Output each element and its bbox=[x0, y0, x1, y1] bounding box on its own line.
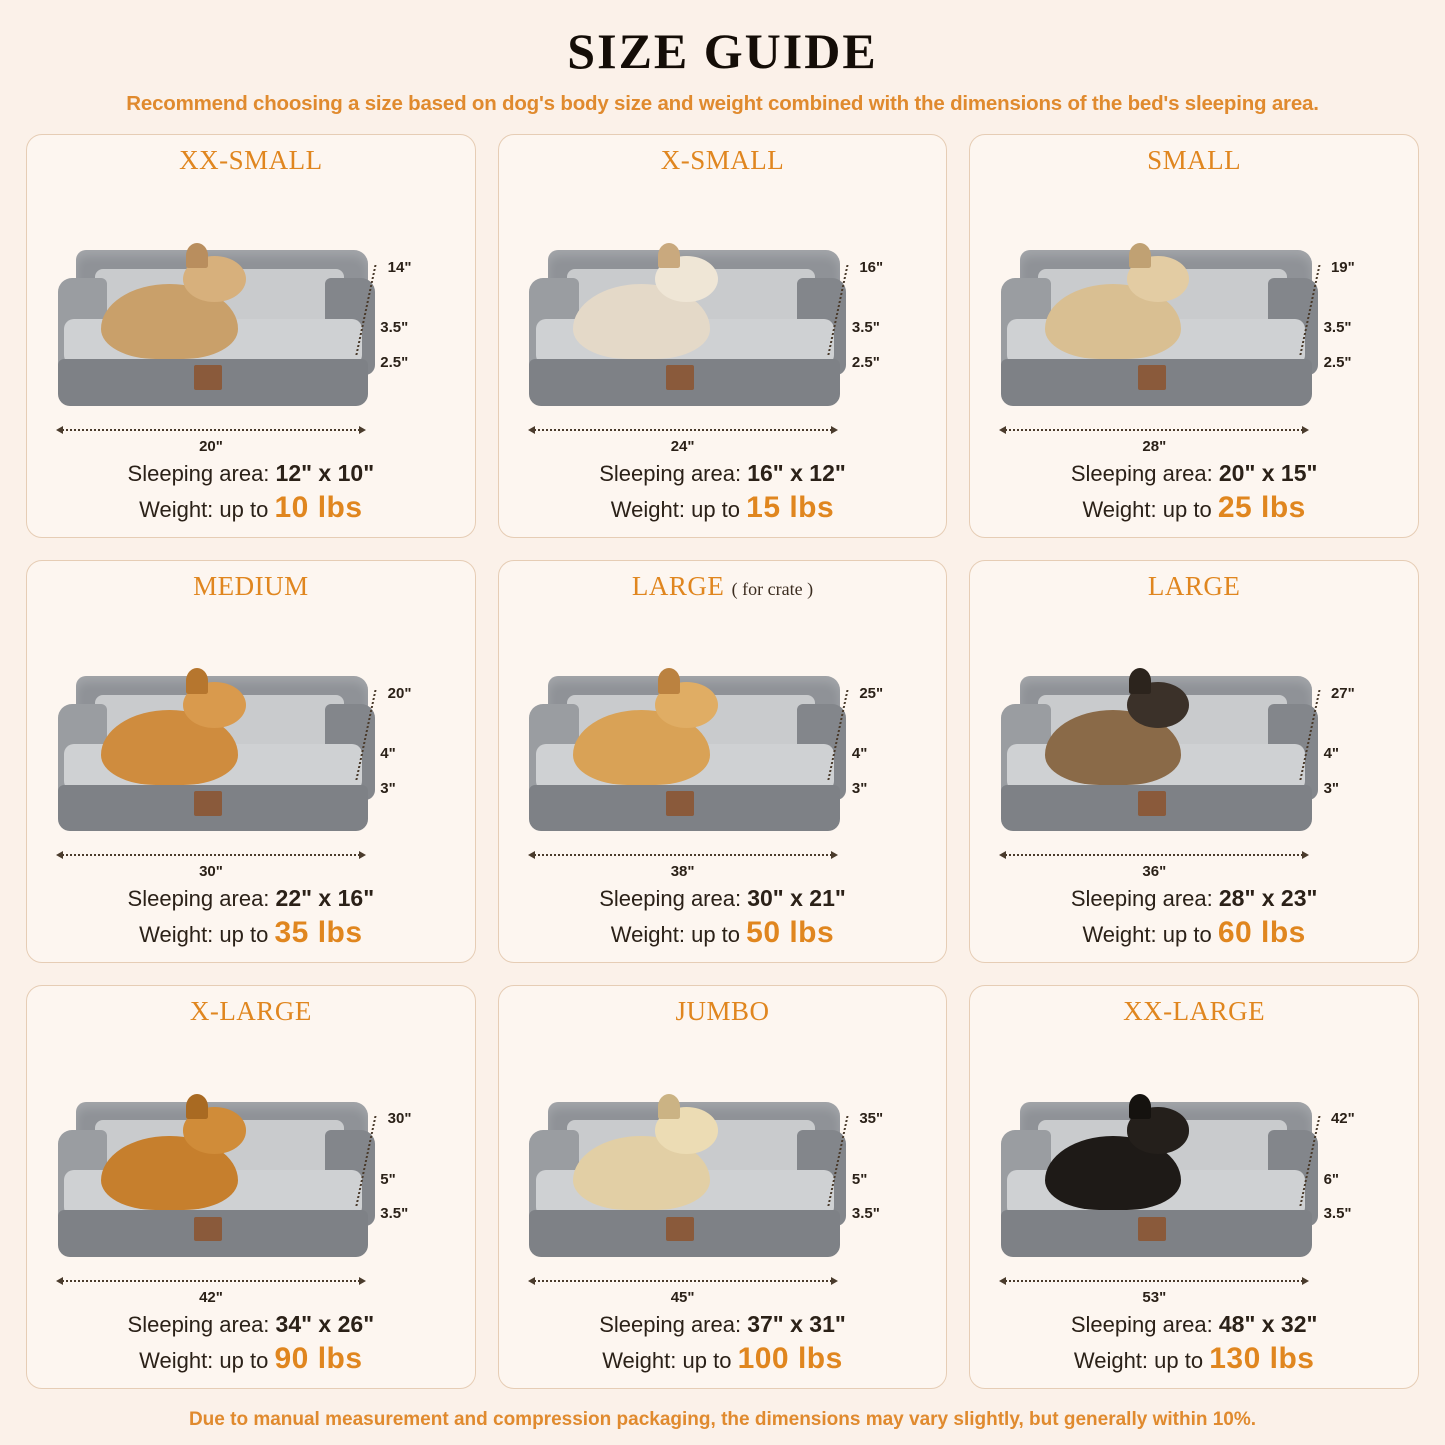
size-card bbox=[969, 134, 1419, 538]
sleeping-area-label: Sleeping area: bbox=[599, 1311, 742, 1337]
width-value: 24" bbox=[670, 437, 695, 455]
weight-label: Weight: bbox=[610, 496, 685, 522]
weight-upto: up to bbox=[691, 922, 741, 948]
pet-photo bbox=[101, 1136, 238, 1211]
bed-illustration bbox=[513, 1029, 933, 1307]
dog-bed-graphic bbox=[1001, 1102, 1312, 1258]
weight-label: Weight: bbox=[1082, 922, 1157, 948]
depth-dimension-group bbox=[832, 676, 924, 820]
height-value-1: 4" bbox=[380, 745, 396, 763]
card-title bbox=[41, 996, 461, 1027]
bed-brand-tag bbox=[666, 365, 694, 390]
size-card bbox=[26, 134, 476, 538]
depth-dimension-group bbox=[360, 676, 452, 820]
weight-upto: up to bbox=[1154, 1347, 1204, 1373]
depth-dimension-group bbox=[1303, 676, 1395, 820]
weight-label: Weight: bbox=[139, 1347, 214, 1373]
width-value: 36" bbox=[1142, 863, 1167, 881]
width-dimension-line bbox=[1005, 854, 1303, 881]
sleeping-area-label: Sleeping area: bbox=[1070, 460, 1213, 486]
card-specs bbox=[984, 456, 1404, 525]
weight-row bbox=[513, 916, 933, 950]
weight-row bbox=[513, 491, 933, 525]
depth-value: 42" bbox=[1330, 1110, 1355, 1128]
bed-illustration bbox=[984, 604, 1404, 882]
bed-illustration bbox=[513, 604, 933, 882]
pet-ear bbox=[1129, 668, 1151, 693]
weight-upto: up to bbox=[219, 496, 269, 522]
dimension-leader-line bbox=[828, 1116, 869, 1206]
weight-value: 60 lbs bbox=[1217, 916, 1306, 950]
bed-brand-tag bbox=[1138, 1217, 1166, 1242]
weight-label: Weight: bbox=[1082, 496, 1157, 522]
dimension-leader-line bbox=[828, 690, 869, 780]
weight-value: 50 lbs bbox=[746, 916, 835, 950]
bed-illustration bbox=[513, 178, 933, 456]
pet-ear bbox=[186, 668, 208, 693]
dog-bed-graphic bbox=[58, 676, 369, 832]
sleeping-area-row bbox=[513, 460, 933, 487]
dog-bed-graphic bbox=[529, 1102, 840, 1258]
size-card bbox=[26, 985, 476, 1389]
height-value-1: 5" bbox=[851, 1170, 868, 1188]
dimension-leader-line bbox=[356, 690, 397, 780]
card-specs bbox=[984, 1307, 1404, 1376]
depth-dimension-group bbox=[1303, 250, 1395, 394]
card-size-name: XX-SMALL bbox=[179, 145, 323, 175]
weight-row bbox=[984, 916, 1404, 950]
height-value-2: 2.5" bbox=[380, 354, 409, 372]
width-dimension-line bbox=[1005, 1280, 1303, 1306]
pet-ear bbox=[186, 1094, 208, 1119]
card-specs bbox=[513, 456, 933, 525]
width-value: 30" bbox=[199, 863, 223, 881]
depth-value: 30" bbox=[387, 1110, 412, 1128]
sleeping-area-row bbox=[984, 460, 1404, 487]
weight-label: Weight: bbox=[610, 922, 685, 948]
sleeping-area-label: Sleeping area: bbox=[127, 1311, 270, 1337]
bed-brand-tag bbox=[194, 791, 222, 816]
bed-illustration bbox=[984, 1029, 1404, 1307]
sleeping-area-row bbox=[41, 460, 461, 487]
sleeping-area-label: Sleeping area: bbox=[127, 886, 270, 912]
sleeping-area-label: Sleeping area: bbox=[599, 886, 742, 912]
page-title: SIZE GUIDE bbox=[567, 23, 878, 79]
card-title bbox=[984, 571, 1404, 602]
weight-upto: up to bbox=[691, 496, 741, 522]
width-value: 53" bbox=[1142, 1289, 1167, 1306]
width-dimension-line bbox=[62, 429, 360, 455]
width-dimension-line bbox=[534, 854, 832, 881]
pet-photo bbox=[1045, 284, 1182, 359]
sleeping-area-row bbox=[41, 1311, 461, 1338]
height-value-2: 3" bbox=[1323, 779, 1340, 797]
card-title bbox=[41, 571, 461, 602]
size-card bbox=[498, 985, 948, 1389]
dog-bed-graphic bbox=[529, 676, 840, 832]
sleeping-area-value: 34" x 26" bbox=[275, 1310, 375, 1337]
sleeping-area-label: Sleeping area: bbox=[1070, 1311, 1213, 1337]
weight-label: Weight: bbox=[139, 922, 214, 948]
depth-value: 35" bbox=[859, 1110, 884, 1128]
sleeping-area-value: 48" x 32" bbox=[1218, 1310, 1318, 1337]
pet-photo bbox=[101, 284, 238, 359]
card-size-name: LARGE bbox=[631, 570, 725, 601]
width-value: 38" bbox=[670, 863, 695, 881]
weight-upto: up to bbox=[682, 1347, 732, 1373]
card-specs bbox=[513, 881, 933, 950]
height-value-2: 3" bbox=[851, 779, 868, 797]
sleeping-area-value: 30" x 21" bbox=[747, 885, 846, 912]
pet-ear bbox=[658, 668, 680, 693]
width-dimension-line bbox=[62, 854, 360, 881]
weight-label: Weight: bbox=[1073, 1347, 1149, 1373]
width-dimension-line bbox=[534, 429, 832, 455]
pet-ear bbox=[1129, 243, 1151, 268]
weight-upto: up to bbox=[1162, 922, 1212, 948]
depth-value: 16" bbox=[859, 258, 884, 276]
card-size-name: LARGE bbox=[1147, 570, 1241, 601]
dimension-leader-line bbox=[1299, 690, 1340, 780]
pet-photo bbox=[573, 284, 710, 359]
depth-dimension-group bbox=[360, 250, 452, 394]
height-value-2: 2.5" bbox=[1323, 354, 1352, 372]
dog-bed-graphic bbox=[529, 250, 840, 406]
sleeping-area-row bbox=[41, 885, 461, 912]
weight-value: 90 lbs bbox=[274, 1341, 363, 1375]
sleeping-area-value: 28" x 23" bbox=[1218, 885, 1318, 912]
disclaimer-note: Due to manual measurement and compression packaging, the dimensions may vary slightly, but generally within 10%. bbox=[188, 1409, 1257, 1430]
bed-illustration bbox=[41, 178, 461, 456]
dimension-leader-line bbox=[356, 1116, 397, 1206]
bed-brand-tag bbox=[666, 1217, 694, 1242]
height-value-2: 3" bbox=[380, 779, 396, 797]
card-specs bbox=[41, 456, 461, 525]
bed-illustration bbox=[41, 604, 461, 882]
dimension-leader-line bbox=[828, 265, 869, 355]
size-card-grid bbox=[26, 134, 1419, 1389]
card-size-name: SMALL bbox=[1147, 145, 1242, 175]
pet-ear bbox=[658, 1094, 680, 1119]
page-subtitle: Recommend choosing a size based on dog's body size and weight combined with the dimensions of the bed's sleeping area. bbox=[126, 92, 1319, 115]
sleeping-area-label: Sleeping area: bbox=[599, 460, 742, 486]
depth-dimension-group bbox=[832, 1102, 924, 1246]
pet-ear bbox=[658, 243, 680, 268]
weight-value: 130 lbs bbox=[1209, 1341, 1315, 1375]
bed-brand-tag bbox=[1138, 791, 1166, 816]
card-specs bbox=[41, 881, 461, 950]
weight-upto: up to bbox=[219, 922, 269, 948]
card-size-name: MEDIUM bbox=[193, 570, 309, 601]
width-value: 20" bbox=[199, 437, 223, 455]
dog-bed-graphic bbox=[1001, 250, 1312, 406]
weight-row bbox=[41, 1342, 461, 1376]
height-value-2: 3.5" bbox=[851, 1205, 880, 1223]
dog-bed-graphic bbox=[1001, 676, 1312, 832]
card-title bbox=[984, 996, 1404, 1027]
width-dimension-line bbox=[62, 1280, 360, 1306]
depth-value: 14" bbox=[387, 258, 412, 276]
sleeping-area-value: 12" x 10" bbox=[275, 459, 375, 486]
bed-illustration bbox=[984, 178, 1404, 456]
card-title bbox=[513, 571, 933, 602]
width-value: 28" bbox=[1142, 437, 1167, 455]
size-card bbox=[498, 560, 948, 964]
height-value-1: 3.5" bbox=[851, 319, 880, 337]
dog-bed-graphic bbox=[58, 250, 369, 406]
card-size-note: ( for crate ) bbox=[731, 578, 814, 599]
card-specs bbox=[513, 1307, 933, 1376]
height-value-1: 4" bbox=[851, 745, 868, 763]
weight-value: 25 lbs bbox=[1217, 490, 1306, 524]
pet-photo bbox=[101, 710, 238, 785]
pet-ear bbox=[1129, 1094, 1151, 1119]
depth-dimension-group bbox=[360, 1102, 452, 1246]
card-title bbox=[984, 145, 1404, 176]
card-specs bbox=[984, 881, 1404, 950]
dimension-leader-line bbox=[1299, 265, 1340, 355]
sleeping-area-value: 20" x 15" bbox=[1218, 459, 1318, 486]
depth-value: 19" bbox=[1330, 258, 1355, 276]
height-value-1: 3.5" bbox=[380, 319, 409, 337]
weight-row bbox=[984, 491, 1404, 525]
weight-value: 100 lbs bbox=[737, 1341, 843, 1375]
weight-row bbox=[984, 1342, 1404, 1376]
weight-upto: up to bbox=[219, 1347, 269, 1373]
height-value-2: 2.5" bbox=[851, 354, 880, 372]
sleeping-area-value: 37" x 31" bbox=[747, 1310, 846, 1337]
card-title bbox=[513, 996, 933, 1027]
size-card bbox=[969, 985, 1419, 1389]
height-value-1: 6" bbox=[1323, 1170, 1340, 1188]
depth-value: 27" bbox=[1330, 684, 1355, 702]
weight-row bbox=[41, 491, 461, 525]
weight-row bbox=[513, 1342, 933, 1376]
width-value: 45" bbox=[670, 1289, 695, 1306]
depth-value: 20" bbox=[387, 684, 412, 702]
weight-value: 35 lbs bbox=[274, 916, 363, 950]
sleeping-area-label: Sleeping area: bbox=[1070, 886, 1213, 912]
depth-value: 25" bbox=[859, 684, 884, 702]
width-dimension-line bbox=[534, 1280, 832, 1306]
bed-brand-tag bbox=[666, 791, 694, 816]
weight-value: 10 lbs bbox=[274, 490, 363, 524]
dog-bed-graphic bbox=[58, 1102, 369, 1258]
pet-ear bbox=[186, 243, 208, 268]
sleeping-area-label: Sleeping area: bbox=[127, 460, 270, 486]
width-dimension-line bbox=[1005, 429, 1303, 455]
width-value: 42" bbox=[199, 1289, 223, 1306]
depth-dimension-group bbox=[1303, 1102, 1395, 1246]
weight-upto: up to bbox=[1162, 496, 1212, 522]
card-size-name: X-LARGE bbox=[189, 996, 312, 1027]
pet-photo bbox=[573, 710, 710, 785]
sleeping-area-row bbox=[513, 885, 933, 912]
weight-label: Weight: bbox=[602, 1347, 677, 1373]
bed-illustration bbox=[41, 1029, 461, 1307]
sleeping-area-row bbox=[513, 1311, 933, 1338]
bed-brand-tag bbox=[1138, 365, 1166, 390]
sleeping-area-value: 16" x 12" bbox=[747, 459, 846, 486]
size-card bbox=[969, 560, 1419, 964]
card-title bbox=[513, 145, 933, 176]
height-value-1: 5" bbox=[380, 1170, 396, 1188]
card-title bbox=[41, 145, 461, 176]
card-size-name: X-SMALL bbox=[660, 145, 785, 175]
height-value-1: 3.5" bbox=[1323, 319, 1352, 337]
size-card bbox=[26, 560, 476, 964]
size-card bbox=[498, 134, 948, 538]
bed-brand-tag bbox=[194, 1217, 222, 1242]
card-size-name: JUMBO bbox=[675, 996, 770, 1027]
dimension-leader-line bbox=[356, 265, 397, 355]
weight-value: 15 lbs bbox=[746, 490, 835, 524]
weight-label: Weight: bbox=[139, 496, 214, 522]
weight-row bbox=[41, 916, 461, 950]
bed-brand-tag bbox=[194, 365, 222, 390]
height-value-2: 3.5" bbox=[380, 1205, 409, 1223]
dimension-leader-line bbox=[1299, 1116, 1340, 1206]
sleeping-area-row bbox=[984, 885, 1404, 912]
height-value-1: 4" bbox=[1323, 745, 1340, 763]
sleeping-area-value: 22" x 16" bbox=[275, 885, 375, 912]
card-specs bbox=[41, 1307, 461, 1376]
card-size-name: XX-LARGE bbox=[1123, 996, 1266, 1027]
height-value-2: 3.5" bbox=[1323, 1205, 1352, 1223]
depth-dimension-group bbox=[832, 250, 924, 394]
sleeping-area-row bbox=[984, 1311, 1404, 1338]
